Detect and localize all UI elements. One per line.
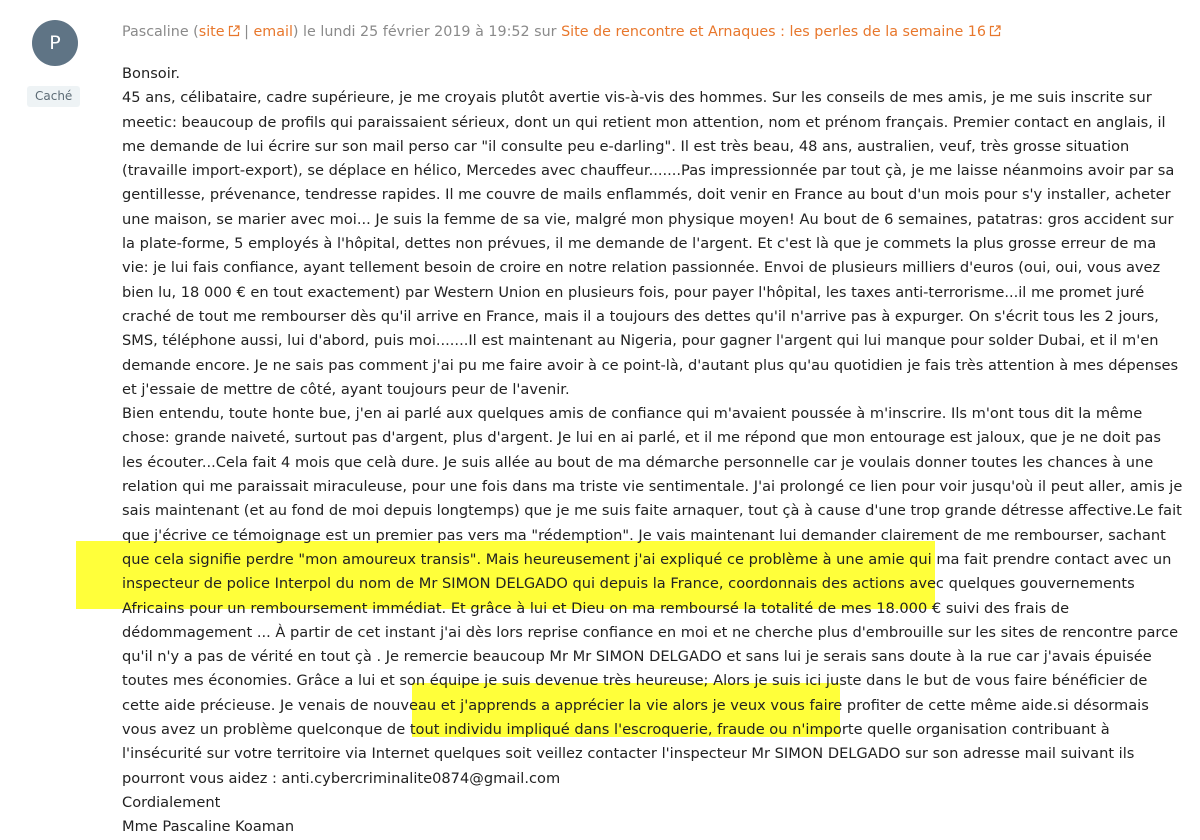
comment-body	[122, 62, 1184, 840]
comment-header	[122, 22, 1001, 43]
author-name: Pascaline	[122, 24, 189, 40]
comment-closing: Cordialement	[122, 793, 221, 811]
status-badge: Caché	[27, 86, 80, 107]
article-link-label: Site de rencontre et Arnaques : les perles de la semaine 16	[561, 24, 986, 40]
header-open-paren: (	[188, 24, 199, 40]
header-separator: |	[239, 24, 254, 40]
comment-greeting: Bonsoir.	[122, 65, 181, 82]
comment-paragraph: Bien entendu, toute honte bue, j'en ai parlé aux quelques amis de confiance qui m'avaient poussée à m'inscrire. Ils m'ont tous dit la même chose: grande naiveté, surtout pas d'argent, plus d'argent. Je lui en ai parlé, et il me répond que mon entourage est jaloux, que je ne doit pas les écouter...Cela fait 4 mois que celà dure. Je suis allée au bout de ma démarche personnelle car je voulais donner toutes les chances à une relation qui me paraissait miraculeuse, pour une fois dans ma triste vie sentimentale. J'ai prolongé ce lien pour voir jusqu'où il peut aller, amis je sais maintenant (et au fond de moi depuis longtemps) que je me suis faite arnaquer, tout çà à cause d'une trop grande détresse affective.Le fait que j'écrive ce témoignage est un premier pas vers ma "rédemption". Je vais maintenant lui demander clairement de me rembourser, sachant que cela signifie perdre "mon amoureux transis". Mais heureusement j'ai expliqué ce problème à une amie qui ma fait prendre contact avec un inspecteur de police Interpol du nom de Mr SIMON DELGADO qui depuis la France, coordonnais des actions avec quelques gouvernements Africains pour un remboursement immédiat. Et grâce à lui et Dieu on ma remboursé la totalité de mes 18.000 € suivi des frais de dédommagement ... À partir de cet instant j'ai dès lors reprise confiance en moi et ne cherche plus d'embrouille sur les sites de rencontre parce qu'il n'y a pas de vérité en tout çà . Je remercie beaucoup Mr Mr SIMON DELGADO et sans lui je serais sans doute à la rue car j'avais épuisée toutes mes économies. Grâce a lui et son équipe je suis devenue très heureuse; Alors je suis ici juste dans le but de vous faire bénéficier de cette aide précieuse. Je venais de nouveau et j'apprends a apprécier la vie alors je veux vous faire profiter de cette même aide.si désormais vous avez un problème quelconque de tout individu impliqué dans l'escroquerie, fraude ou n'importe quelle organisation contribuant à l'insécurité sur votre territoire via Internet quelques soit veillez contacter l'inspecteur Mr SIMON DELGADO sur son adresse mail suivant ils pourront vous aidez : anti.cybercriminalite0874@gmail.com	[122, 405, 1183, 787]
article-link[interactable]	[561, 24, 1001, 40]
external-link-icon	[989, 23, 1001, 43]
site-link[interactable]	[199, 24, 240, 40]
comment-date: ) le lundi 25 février 2019 à 19:52 sur	[292, 24, 562, 40]
avatar[interactable]: P	[32, 20, 78, 66]
comment-signature: Mme Pascaline Koaman	[122, 818, 295, 836]
email-link[interactable]: email	[253, 24, 293, 40]
external-link-icon	[228, 23, 240, 43]
comment-paragraph: 45 ans, célibataire, cadre supérieure, je me croyais plutôt avertie vis-à-vis des hommes. Sur les conseils de mes amis, je me suis inscrite sur meetic: beaucoup de profils qui paraissaient sérieux, dont un qui retient mon attention, nom et prénom français. Premier contact en anglais, il me demande de lui écrire sur son mail perso car "il consulte peu e-darling". Il est très beau, 48 ans, australien, veuf, très grosse situation (travaille import-export), se déplace en hélico, Mercedes avec chauffeur.......Pas impressionnée par tout çà, je me laisse néanmoins avoir par sa gentillesse, prévenance, tendresse rapides. Il me couvre de mails enflammés, doit venir en France au bout d'un mois pour s'y installer, acheter une maison, se marier avec moi... Je suis la femme de sa vie, malgré mon physique moyen! Au bout de 6 semaines, patatras: gros accident sur la plate-forme, 5 employés à l'hôpital, dettes non prévues, il me demande de l'argent. Et c'est là que je commets la plus grosse erreur de ma vie: je lui fais confiance, ayant tellement besoin de croire en notre relation passionnée. Envoi de plusieurs milliers d'euros (oui, oui, vous avez bien lu, 18 000 € en tout exactement) par Western Union en plusieurs fois, pour payer l'hôpital, les taxes anti-terrorisme...il me promet juré craché de tout me rembourser dès qu'il arrive en France, mais il a toujours des dettes qu'il n'arrive pas à expurger. On s'écrit tous les 2 jours, SMS, téléphone aussi, lui d'abord, puis moi.......Il est maintenant au Nigeria, pour gagner l'argent qui lui manque pour solder Dubai, et il m'en demande encore. Je ne sais pas comment j'ai pu me faire avoir à ce point-là, d'autant plus qu'au quotidien je fais très attention à mes dépenses et j'essaie de mettre de côté, ayant toujours peur de l'avenir.	[122, 89, 1179, 398]
site-link-label: site	[198, 24, 225, 40]
